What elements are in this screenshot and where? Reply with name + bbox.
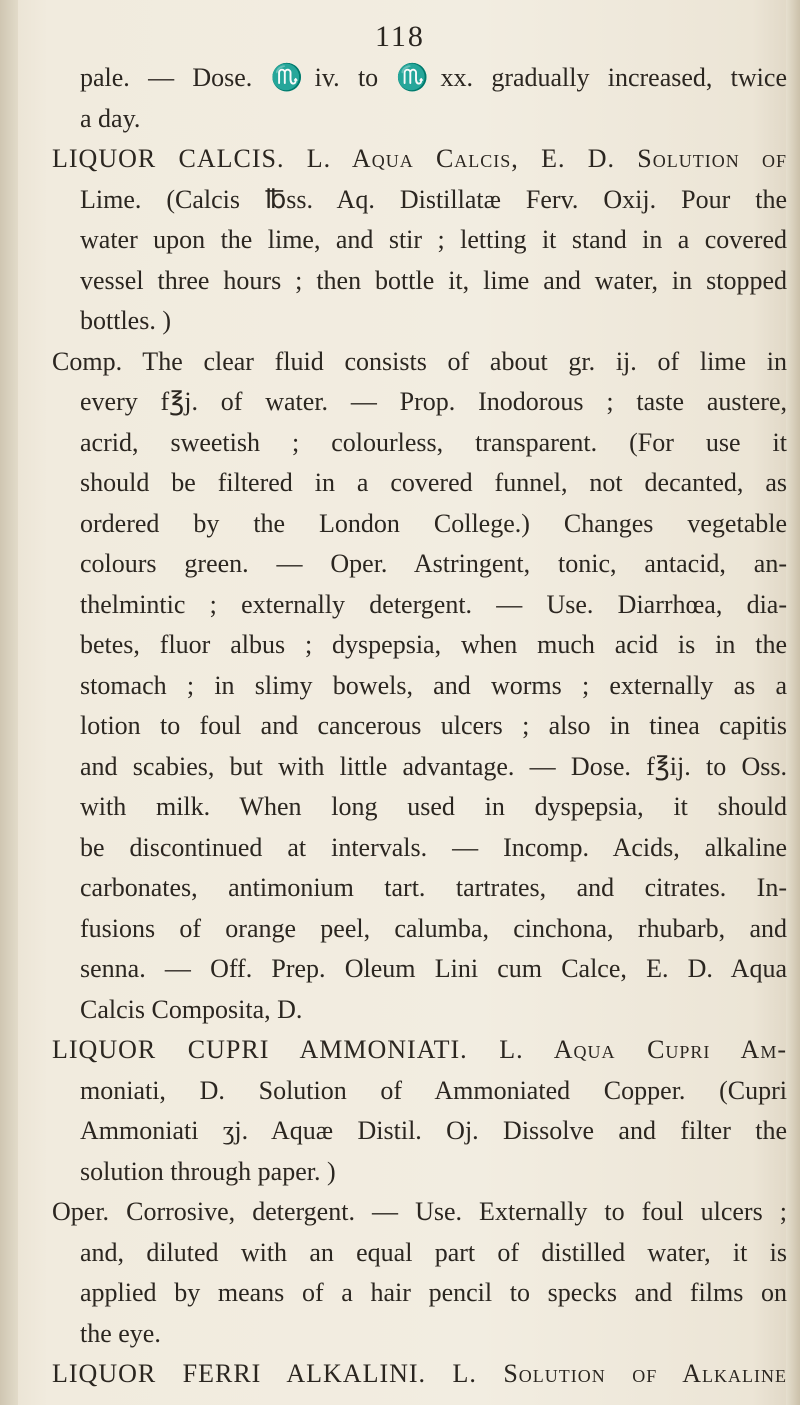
text-line: LIQUOR FERRI ALKALINI. L. Solution of Alkaline — [52, 1359, 787, 1388]
text-line: Oper. Corrosive, detergent. — Use. Externally to foul ulcers ; — [52, 1197, 787, 1226]
text-line: acrid, sweetish ; colourless, transparent. (For use it — [80, 427, 787, 457]
text-line: be discontinued at intervals. — Incomp. Acids, alkaline — [80, 832, 787, 862]
text-line: thelmintic ; externally detergent. — Use. Diarrhœa, dia- — [80, 589, 787, 619]
text-line: every f℥j. of water. — Prop. Inodorous ; taste austere, — [80, 387, 787, 416]
text-line: Comp. The clear fluid consists of about gr. ij. of lime in — [52, 346, 787, 376]
text-line: and, diluted with an equal part of distilled water, it is — [80, 1237, 787, 1267]
text-line: ordered by the London College.) Changes vegetable — [80, 508, 787, 538]
text-line: water upon the lime, and stir ; letting it stand in a covered — [80, 225, 787, 254]
text-line: vessel three hours ; then bottle it, lime and water, in stopped — [80, 265, 787, 295]
text-line: stomach ; in slimy bowels, and worms ; externally as a — [80, 670, 787, 700]
text-line: senna. — Off. Prep. Oleum Lini cum Calce, E. D. Aqua — [80, 954, 787, 983]
text-line: betes, fluor albus ; dyspepsia, when much acid is in the — [80, 630, 787, 659]
page-gutter-left — [0, 0, 18, 1405]
text-line: applied by means of a hair pencil to specks and films on — [80, 1278, 787, 1307]
text-line: lotion to foul and cancerous ulcers ; also in tinea capitis — [80, 711, 787, 740]
text-line: Calcis Composita, D. — [80, 994, 303, 1024]
text-line: should be filtered in a covered funnel, not decanted, as — [80, 468, 787, 497]
text-line: LIQUOR CUPRI AMMONIATI. L. Aqua Cupri Am- — [52, 1035, 787, 1064]
text-line: Lime. (Calcis ℔ss. Aq. Distillatæ Ferv. Oxij. Pour the — [80, 184, 787, 214]
page-number: 118 — [375, 20, 425, 53]
text-line: fusions of orange peel, calumba, cinchona, rhubarb, and — [80, 913, 787, 943]
text-line: carbonates, antimonium tart. tartrates, and citrates. In- — [80, 873, 787, 902]
text-line: colours green. — Oper. Astringent, tonic, antacid, an- — [80, 549, 787, 578]
text-line: with milk. When long used in dyspepsia, it should — [80, 792, 787, 821]
text-line: pale. — Dose. ♏iv. to ♏xx. gradually increased, twice — [80, 63, 787, 92]
text-line: Ammoniati ʒj. Aquæ Distil. Oj. Dissolve and filter the — [80, 1116, 787, 1145]
text-line: LIQUOR CALCIS. L. Aqua Calcis, E. D. Solution of — [52, 144, 787, 173]
text-line: solution through paper. ) — [80, 1156, 336, 1186]
text-line: bottles. ) — [80, 306, 171, 335]
text-line: the eye. — [80, 1318, 161, 1348]
text-line: a day. — [80, 103, 141, 133]
body-text — [52, 58, 787, 1395]
page-edge-right — [786, 0, 800, 1405]
text-line: and scabies, but with little advantage. — Dose. f℥ij. to Oss. — [80, 751, 787, 781]
text-line: moniati, D. Solution of Ammoniated Copper. (Cupri — [80, 1075, 787, 1105]
